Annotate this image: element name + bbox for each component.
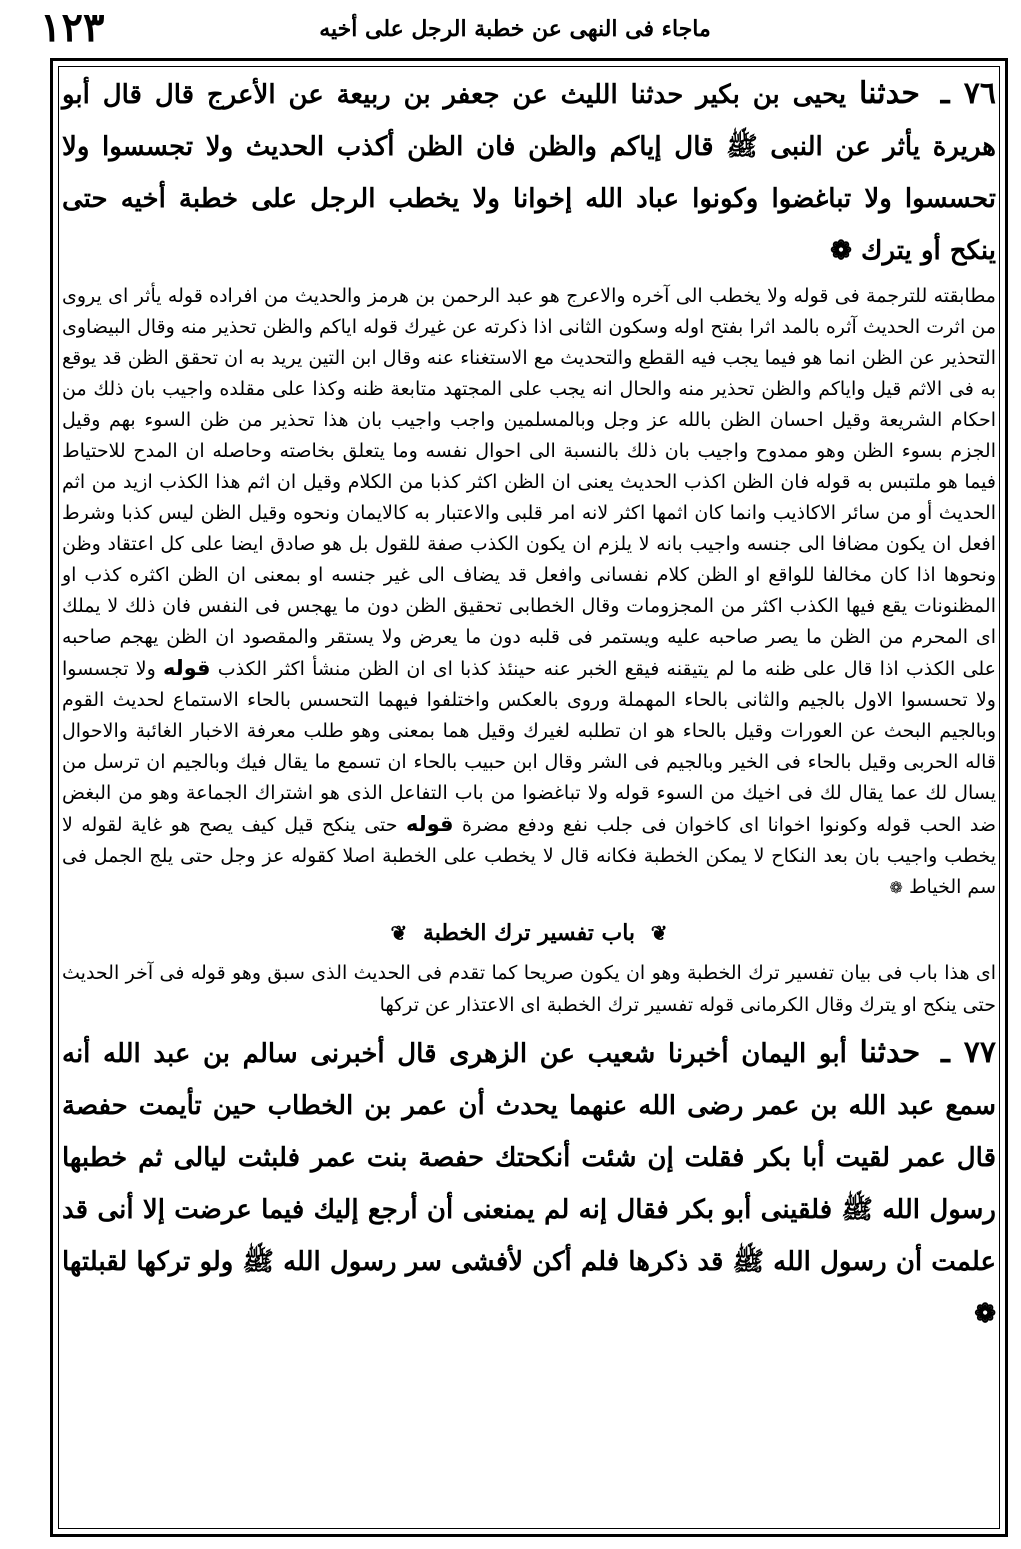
section-title: باب تفسير ترك الخطبة: [422, 920, 636, 946]
running-head-title: ماجاء فى النهى عن خطبة الرجل على أخيه: [319, 16, 711, 42]
haddathana-label: حدثنا: [859, 76, 920, 111]
page-content: [62, 68, 996, 1344]
haddathana-label: حدثنا: [859, 1035, 921, 1070]
section-heading: [62, 917, 996, 949]
hadith-text: يحيى بن بكير حدثنا الليث عن جعفر بن ربيعة عن الأعرج قال قال أبو هريرة يأثر عن النبى ﷺ قال إياكم والظن فان الظن أكذب الحديث ولا تجسسوا ولا تحسسوا ولا تباغضوا وكونوا عباد الله إخوانا ولا يخطب الرجل على خطبة أخيه حتى ينكح أو يترك: [62, 80, 996, 266]
ornament-icon: ❦: [650, 921, 668, 945]
commentary-text: حتى ينكح قيل كيف يصح هو غاية لقوله لا يخطب واجيب بان بعد النكاح لا يمكن الخطبة فكانه قال لا يخطب على الخطبة اصلا كقوله عز وجل حتى يلج الجمل فى سم الخياط: [62, 814, 996, 898]
section-commentary: اى هذا باب فى بيان تفسير ترك الخطبة وهو ان يكون صريحا كما تقدم فى الحديث الذى سبق وهو قوله فى آخر الحديث حتى ينكح او يترك وقال الكرمانى قوله تفسير ترك الخطبة اى الاعتذار عن تركها: [62, 962, 996, 1016]
page-number: ١٢٣: [40, 4, 105, 51]
hadith-text: أبو اليمان أخبرنا شعيب عن الزهرى قال أخبرنى سالم بن عبد الله أنه سمع عبد الله بن عمر رضى الله عنهما يحدث أن عمر بن الخطاب حين تأيمت حفصة قال عمر لقيت أبا بكر فقلت إن شئت أنكحتك حفصة بنت عمر فلبثت ليالى ثم خطبها رسول الله ﷺ فلقينى أبو بكر فقال إنه لم يمنعنى أن أرجع إليك فيما عرضت إلا أنى قد علمت أن رسول الله ﷺ قد ذكرها فلم أكن لأفشى سر رسول الله ﷺ ولو تركها لقبلتها: [62, 1039, 996, 1277]
hadith-number: ٧٦ ـ: [940, 76, 996, 111]
end-ornament-icon: ❁: [830, 236, 852, 266]
commentary-keyword: قوله: [163, 656, 211, 680]
ornament-icon: ❦: [390, 921, 408, 945]
hadith-77: [62, 1027, 996, 1340]
commentary-keyword: قوله: [406, 812, 454, 836]
hadith-76: [62, 68, 996, 277]
hadith-number: ٧٧ ـ: [940, 1035, 996, 1070]
running-head: [40, 4, 1000, 54]
end-ornament-icon: ❁: [974, 1299, 996, 1329]
commentary-text: ولا تجسسوا ولا تحسسوا الاول بالجيم والثانى بالحاء المهملة وروى بالعكس واختلفوا فيهما التحسس بالحاء الاستماع لحديث القوم وبالجيم البحث عن العورات وقيل بالحاء هو ان تطلبه لغيرك وقيل هما بمعنى وهو طلب معرفة الاخبار الغائبة والاحوال قاله الحربى وقيل بالحاء فى الخير وبالجيم فى الشر وقال ابن حبيب بالحاء ان تسمع ما يقال فيك وبالجيم ان ترسل من يسال لك عما يقال لك فى اخيك من السوء قوله ولا تباغضوا من باب التفاعل الذى هو اشتراك الجماعة وهو من البغض ضد الحب قوله وكونوا اخوانا اى كاخوان فى جلب نفع ودفع مضرة: [62, 658, 996, 836]
end-mark-icon: ❁: [889, 878, 903, 897]
commentary-76: [62, 281, 996, 903]
commentary-text: مطابقته للترجمة فى قوله ولا يخطب الى آخره والاعرج هو عبد الرحمن بن هرمز والحديث من افراده قوله يأثر اى يروى من اثرت الحديث آثره بالمد اثرا بفتح اوله وسكون الثانى اذا ذكرته عن غيرك قوله اياكم والظن تحذير منه وقال البيضاوى التحذير عن الظن انما هو فيما يجب فيه القطع والتحديث مع الاستغناء عنه وقال ابن التين يريد به ان تحقق الظن قد يوقع به فى الاثم قيل واياكم والظن تحذير منه والحال انه يجب على المجتهد متابعة ظنه وكذا على مقلده واجيب بان ذلك من احكام الشريعة وقيل احسان الظن بالله عز وجل وبالمسلمين واجب واجيب بان هذا تحذير من ظن السوء بهم وقيل الجزم بسوء الظن وهو ممدوح واجيب بان ذلك بالنسبة الى احوال نفسه وما يتعلق بخاصته وحاصله ان المدح للاحتياط فيما هو ملتبس به قوله فان الظن اكذب الحديث يعنى ان الظن اكثر كذبا من الكلام وقيل ان اثم هذا الكذب ازيد من اثم الحديث أو من سائر الاكاذيب وانما كان اثمها اكثر لانه امر قلبى والاعتبار به كالايمان ونحوه وقيل الظن ليس كذبا وشرط افعل ان يكون مضافا الى جنسه واجيب بانه لا يلزم ان يكون الكذب صفة للقول بل هو صادق ايضا على كل اعتقاد وظن ونحوها اذا كان مخالفا للواقع او الظن كلام نفسانى وافعل قد يضاف الى غير جنسه او بمعنى ان الظن اكثره كذب او المظنونات يقع فيها الكذب اكثر من المجزومات وقال الخطابى تحقيق الظن دون ما يهجس فى النفس فان ذلك لا يملك اى المحرم من الظن ما يصر صاحبه عليه ويستمر فى قلبه دون ما يعرض ولا يستقر والمقصود ان الظن يهجم صاحبه على الكذب اذا قال على ظنه ما لم يتيقنه فيقع الخبر عنه حينئذ كذبا اى ان الظن منشأ اكثر الكذب: [62, 285, 996, 680]
